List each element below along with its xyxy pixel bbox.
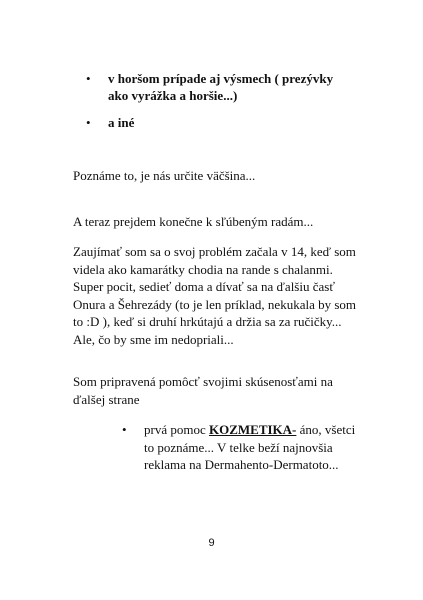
bullet-text: v horšom prípade aj výsmech ( prezývky ako vyrážka a horšie...) [108, 71, 334, 103]
list-item [122, 421, 362, 474]
paragraph: A teraz prejdem konečne k sľúbeným radám... [73, 214, 314, 229]
paragraph: Poznáme to, je nás určite väčšina... [73, 168, 256, 183]
sub-bullet-list [122, 421, 362, 474]
paragraph: Zaujímať som sa o svoj problém začala v 14, keď som videla ako kamarátky chodia na rande s chalanmi. Super pocit, sedieť doma a dívať sa na ďalšiu časť Onura a Šehrezády (to je len príklad, nekukala by som to :D ), keď si druhí hrkútajú a držia sa za ručičky... Ale, čo by sme im nedopriali... [73, 244, 357, 347]
bullet-list [84, 70, 344, 141]
bullet-marker: • [86, 115, 91, 130]
bullet-marker: • [86, 71, 91, 86]
highlighted-term: KOZMETIKA- [208, 422, 297, 437]
list-item [84, 114, 344, 131]
sub-bullet-prefix: prvá pomoc [144, 422, 209, 437]
paragraph: Som pripravená pomôcť svojimi skúsenosťami na ďalšej strane [73, 374, 333, 407]
bullet-text: a iné [108, 115, 135, 130]
list-item [84, 70, 344, 104]
sub-bullet-text: áno, všetci to poznáme... V telke beží najnovšia reklama na Dermahento-Dermatoto... [144, 422, 356, 472]
bullet-marker: • [122, 422, 127, 437]
page-number: 9 [208, 537, 215, 549]
